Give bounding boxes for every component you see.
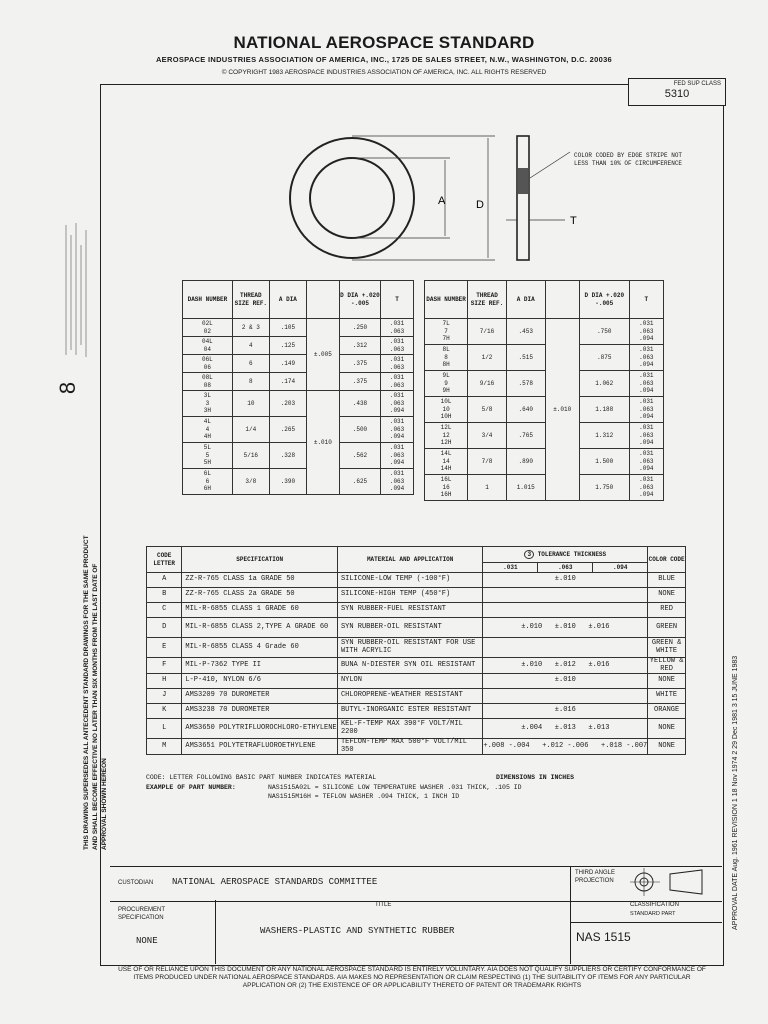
color-code: NONE [648,674,686,689]
procurement-value: NONE [136,936,158,946]
th-a: A DIA [269,281,306,319]
d-dia: .375 [339,355,380,373]
dash-number: 9L 9 9H [425,371,468,397]
thread-size: 10 [232,391,269,417]
dash-number: 4L 4 4H [183,417,233,443]
d-dia: .250 [339,319,380,337]
material-application: KEL-F-TEMP MAX 390°F VOLT/MIL 2200 [337,719,482,739]
tolerance [483,603,648,618]
size-row [183,319,414,337]
thickness: .031 .063 .094 [381,469,414,495]
th-thread: THREAD SIZE REF. [232,281,269,319]
title-value: WASHERS-PLASTIC AND SYNTHETIC RUBBER [260,926,455,936]
color-code: YELLOW & RED [648,658,686,674]
tolerance: ±.010 ±.012 ±.016 [483,658,648,674]
specification: L-P-410, NYLON 6/6 [182,674,338,689]
dash-number: 6L 6 6H [183,469,233,495]
thickness: .031 .063 .094 [629,449,663,475]
tolerance [483,588,648,603]
thread-size: 6 [232,355,269,373]
size-row [425,397,664,423]
th-d: D DIA +.020 -.005 [339,281,380,319]
material-application: CHLOROPRENE-WEATHER RESISTANT [337,689,482,704]
th-spec: SPECIFICATION [182,547,338,573]
thickness: .031 .063 .094 [381,443,414,469]
code-note: CODE: LETTER FOLLOWING BASIC PART NUMBER INDICATES MATERIAL [146,774,377,781]
size-row [183,443,414,469]
thread-size: 5/16 [232,443,269,469]
tolerance: ±.010 [483,674,648,689]
code-letter: B [147,588,182,603]
tol-circle: 3 [524,550,534,559]
specification: AMS3238 70 DUROMETER [182,704,338,719]
thickness: .031 .063 .094 [629,345,663,371]
a-dia: 1.015 [506,475,545,501]
title-block [110,866,722,964]
dash-number: 04L 04 [183,337,233,355]
size-row [425,475,664,501]
d-dia: 1.188 [579,397,629,423]
dash-number: 02L 02 [183,319,233,337]
th-d: D DIA +.020 -.005 [579,281,629,319]
code-letter: K [147,704,182,719]
d-dia: 1.750 [579,475,629,501]
thickness: .031 .063 [381,319,414,337]
d-dia: 1.312 [579,423,629,449]
example-label: EXAMPLE OF PART NUMBER: [146,784,236,791]
copyright-line: © COPYRIGHT 1983 AEROSPACE INDUSTRIES ASSOCIATION OF AMERICA, INC. ALL RIGHTS RESERVED [221,69,547,76]
standard-number: NAS 1515 [576,930,631,944]
dash-number: 12L 12 12H [425,423,468,449]
specification: MIL-R-6855 CLASS 4 Grade 60 [182,638,338,658]
th-dash: DASH NUMBER [183,281,233,319]
material-application: SYN RUBBER-OIL RESISTANT FOR USE WITH ACRYLIC [337,638,482,658]
spec-row [147,618,686,638]
code-letter: M [147,739,182,755]
tolerance [483,689,648,704]
dash-number: 16L 16 16H [425,475,468,501]
size-row [425,371,664,397]
size-row [425,449,664,475]
classification-value: STANDARD PART [630,911,676,917]
example-2: NAS1515M16H = TEFLON WASHER .094 THICK, 1 INCH ID [268,793,460,800]
th-a-tol [306,281,339,319]
material-application: BUTYL-INORGANIC ESTER RESISTANT [337,704,482,719]
disclaimer-footer: USE OF OR RELIANCE UPON THIS DOCUMENT OR ANY NATIONAL AEROSPACE STANDARD IS ENTIRELY VOLUNTARY. AIA DOES NOT QUALIFY SUPPLIERS OR CERTIFY CONFORMANCE OF ITEMS PRODUCED UNDER NATIONAL AEROSPACE STANDARDS. AIA MAKES NO REPRESENTATION OR CLAIM RESPECTING (1) THE SUITABILITY OF ITEMS FOR ANY PARTICULAR APPLICATION OR (2) THE EXISTENCE OF OR APPLICABILITY THERETO OF PATENT OR TRADEMARK RIGHTS [118,966,706,989]
spec-row [147,739,686,755]
code-letter: D [147,618,182,638]
th-material: MATERIAL AND APPLICATION [337,547,482,573]
thickness: .031 .063 .094 [629,371,663,397]
dash-number: 7L 7 7H [425,319,468,345]
d-dia: .750 [579,319,629,345]
a-dia: .515 [506,345,545,371]
dash-number: 08L 08 [183,373,233,391]
tolerance: +.008 -.004 +.012 -.006 +.018 -.007 [483,739,648,755]
d-dia: .312 [339,337,380,355]
dash-number: 3L 3 3H [183,391,233,417]
dim-a-label: A [438,195,446,207]
d-dia: .375 [339,373,380,391]
thread-size: 5/8 [468,397,507,423]
thickness: .031 .063 .094 [629,475,663,501]
size-row [425,423,664,449]
approval-revisions: APPROVAL DATE Aug. 1961 REVISION 1 18 Nov 1974 2 29 Dec 1981 3 15 JUNE 1983 [732,655,739,930]
thickness: .031 .063 .094 [629,423,663,449]
material-application: BUNA N-DIESTER SYN OIL RESISTANT [337,658,482,674]
classification-label: CLASSIFICATION [630,902,679,908]
dash-number: 10L 10 10H [425,397,468,423]
d-dia: 1.500 [579,449,629,475]
a-dia: .149 [269,355,306,373]
code-letter: E [147,638,182,658]
a-tolerance: ±.005 [306,319,339,391]
thread-size: 3/4 [468,423,507,449]
size-row [183,373,414,391]
d-dia: .500 [339,417,380,443]
d-dia: .438 [339,391,380,417]
size-row [183,355,414,373]
spec-row [147,638,686,658]
thread-size: 1 [468,475,507,501]
color-code: NONE [648,739,686,755]
spec-row [147,573,686,588]
tolerance: ±.010 ±.010 ±.016 [483,618,648,638]
specification: ZZ-R-765 CLASS 2a GRADE 50 [182,588,338,603]
th-tolerance: 3 TOLERANCE THICKNESS [483,547,648,563]
th-a-tol [545,281,579,319]
dimensions-note: DIMENSIONS IN INCHES [496,774,575,781]
dim-t-label: T [570,215,577,227]
thickness: .031 .063 .094 [629,319,663,345]
color-code: GREEN & WHITE [648,638,686,658]
thread-size: 1/4 [232,417,269,443]
a-tolerance: ±.010 [545,319,579,501]
specification: AMS3651 POLYTETRAFLUOROETHYLENE [182,739,338,755]
spec-row [147,603,686,618]
specification: ZZ-R-765 CLASS 1a GRADE 50 [182,573,338,588]
tolerance: ±.004 ±.013 ±.013 [483,719,648,739]
specification: AMS3650 POLYTRIFLUOROCHLORO-ETHYLENE [182,719,338,739]
code-letter: A [147,573,182,588]
spec-row [147,689,686,704]
stamp-mark: 8 [55,381,81,395]
a-dia: .328 [269,443,306,469]
custodian-label: CUSTODIAN [118,880,154,886]
thread-size: 4 [232,337,269,355]
a-dia: .174 [269,373,306,391]
specification: AMS3209 70 DUROMETER [182,689,338,704]
th-code: CODE LETTER [147,547,182,573]
code-letter: H [147,674,182,689]
thread-size: 7/8 [468,449,507,475]
spec-row [147,588,686,603]
thread-size: 3/8 [232,469,269,495]
color-code: ORANGE [648,704,686,719]
th-dash: DASH NUMBER [425,281,468,319]
washer-drawing [280,120,700,280]
code-letter: J [147,689,182,704]
color-code: GREEN [648,618,686,638]
th-thread: THREAD SIZE REF. [468,281,507,319]
code-letter: L [147,719,182,739]
thread-size: 2 & 3 [232,319,269,337]
d-dia: .875 [579,345,629,371]
thickness: .031 .063 .094 [381,391,414,417]
thread-size: 1/2 [468,345,507,371]
d-dia: 1.062 [579,371,629,397]
spec-row [147,674,686,689]
fed-sup-class-box [628,78,726,106]
document-title: NATIONAL AEROSPACE STANDARD [233,33,535,52]
a-dia: .640 [506,397,545,423]
color-code: NONE [648,588,686,603]
tolerance: ±.010 [483,573,648,588]
size-row [183,417,414,443]
dim-d-label: D [476,199,484,211]
publisher-address: AEROSPACE INDUSTRIES ASSOCIATION OF AMERICA, INC., 1725 DE SALES STREET, N.W., WASHINGTON, D.C. 20036 [155,55,613,64]
a-dia: .203 [269,391,306,417]
color-code: WHITE [648,689,686,704]
distribution-stamp [60,215,100,365]
d-dia: .562 [339,443,380,469]
size-row [425,345,664,371]
th-a: A DIA [506,281,545,319]
procurement-label: PROCUREMENT SPECIFICATION [118,907,165,921]
material-application: SILICONE-LOW TEMP (-100°F) [337,573,482,588]
color-code: BLUE [648,573,686,588]
a-tolerance: ±.010 [306,391,339,495]
a-dia: .765 [506,423,545,449]
specification: MIL-R-6855 CLASS 2,TYPE A GRADE 60 [182,618,338,638]
size-row [183,391,414,417]
th-t: T [381,281,414,319]
material-application: SILICONE-HIGH TEMP (450°F) [337,588,482,603]
size-row [425,319,664,345]
dash-number: 5L 5 5H [183,443,233,469]
title-label: TITLE [375,902,392,908]
thread-size: 7/16 [468,319,507,345]
thread-size: 8 [232,373,269,391]
a-dia: .578 [506,371,545,397]
code-letter: F [147,658,182,674]
a-dia: .890 [506,449,545,475]
a-dia: .453 [506,319,545,345]
size-row [183,337,414,355]
a-dia: .105 [269,319,306,337]
thickness: .031 .063 [381,355,414,373]
material-application: SYN RUBBER-FUEL RESISTANT [337,603,482,618]
dash-number: 8L 8 8H [425,345,468,371]
fed-sup-class-label: FED SUP CLASS [673,81,721,87]
a-dia: .265 [269,417,306,443]
th-t: T [629,281,663,319]
d-dia: .625 [339,469,380,495]
material-application: NYLON [337,674,482,689]
tolerance: ±.016 [483,704,648,719]
projection-label: THIRD ANGLE PROJECTION [575,870,616,884]
color-code: NONE [648,719,686,739]
specification: MIL-P-7362 TYPE II [182,658,338,674]
size-table-left [182,280,414,495]
material-application: SYN RUBBER-OIL RESISTANT [337,618,482,638]
th-color: COLOR CODE [648,547,686,573]
tolerance [483,638,648,658]
spec-row [147,658,686,674]
material-application: TEFLON-TEMP MAX 500°F VOLT/MIL 350 [337,739,482,755]
edge-stripe-note: COLOR CODED BY EDGE STRIPE NOT LESS THAN 10% OF CIRCUMFERENCE [574,152,683,167]
thickness: .031 .063 .094 [629,397,663,423]
dash-number: 14L 14 14H [425,449,468,475]
thickness: .031 .063 .094 [381,417,414,443]
thickness: .031 .063 [381,337,414,355]
supersede-note: THIS DRAWING SUPERSEDES ALL ANTECEDENT STANDARD DRAWINGS FOR THE SAME PRODUCT AND SHALL BECOME EFFECTIVE NO LATER THAN SIX MONTHS FROM THE LAST DATE OF APPROVAL SHOWN HEREON [83,535,108,850]
size-table-right [424,280,664,501]
thread-size: 9/16 [468,371,507,397]
example-1: NAS1515A02L = SILICONE LOW TEMPERATURE WASHER .031 THICK, .105 ID [268,784,522,791]
custodian-value: NATIONAL AEROSPACE STANDARDS COMMITTEE [172,877,378,887]
spec-row [147,704,686,719]
color-code: RED [648,603,686,618]
spec-row [147,719,686,739]
code-letter: C [147,603,182,618]
material-spec-table: CODE LETTER SPECIFICATION MATERIAL AND APPLICATION 3 TOLERANCE THICKNESS COLOR CODE .031 .063 .094 A ZZ-R-765 CLASS 1a GRADE 50 SILICONE-LOW TEMP (-100°F) ±.010 BLUE B ZZ-R-765 CLASS 2a GRADE 50 SILICONE-HIGH TEMP (450°F) NONE C MIL-R-6855 CLASS 1 GRADE 60 SYN RUBBER-FUEL RESISTANT RED D MIL-R-6855 CLASS 2,TYPE A GRADE 60 SYN RUBBER-OIL RESISTANT ±.010 ±.010 ±.016 GREEN E MIL-R-6855 CLASS 4 Grade 60 SYN RUBBER-OIL RESISTANT FOR USE WITH ACRYLIC GREEN & WHITE F MIL-P-7362 TYPE II BUNA N-DIESTER SYN OIL RESISTANT ±.010 ±.012 ±.016 YELLOW & RED H L-P-410, NYLON 6/6 NYLON ±.010 NONE J AMS3209 70 DUROMETER CHLOROPRENE-WEATHER RESISTANT WHITE K AMS3238 70 DUROMETER BUTYL-INORGANIC ESTER RESISTANT ±.016 ORANGE L AMS3650 POLYTRIFLUOROCHLORO-ETHYLENE KEL-F-TEMP MAX 390°F VOLT/MIL 2200 ±.004 ±.013 ±.013 NONE M AMS3651 POLYTETRAFLUOROETHYLENE TEFLON-TEMP MAX 500°F VOLT/MIL 350 +.008 -.004 +.012 -.006 +.018 -.007 NONE [146,546,686,755]
specification: MIL-R-6855 CLASS 1 GRADE 60 [182,603,338,618]
a-dia: .125 [269,337,306,355]
size-row [183,469,414,495]
projection-symbol [630,868,710,896]
dash-number: 06L 06 [183,355,233,373]
a-dia: .390 [269,469,306,495]
thickness: .031 .063 [381,373,414,391]
fed-sup-class-value: 5310 [664,88,690,100]
